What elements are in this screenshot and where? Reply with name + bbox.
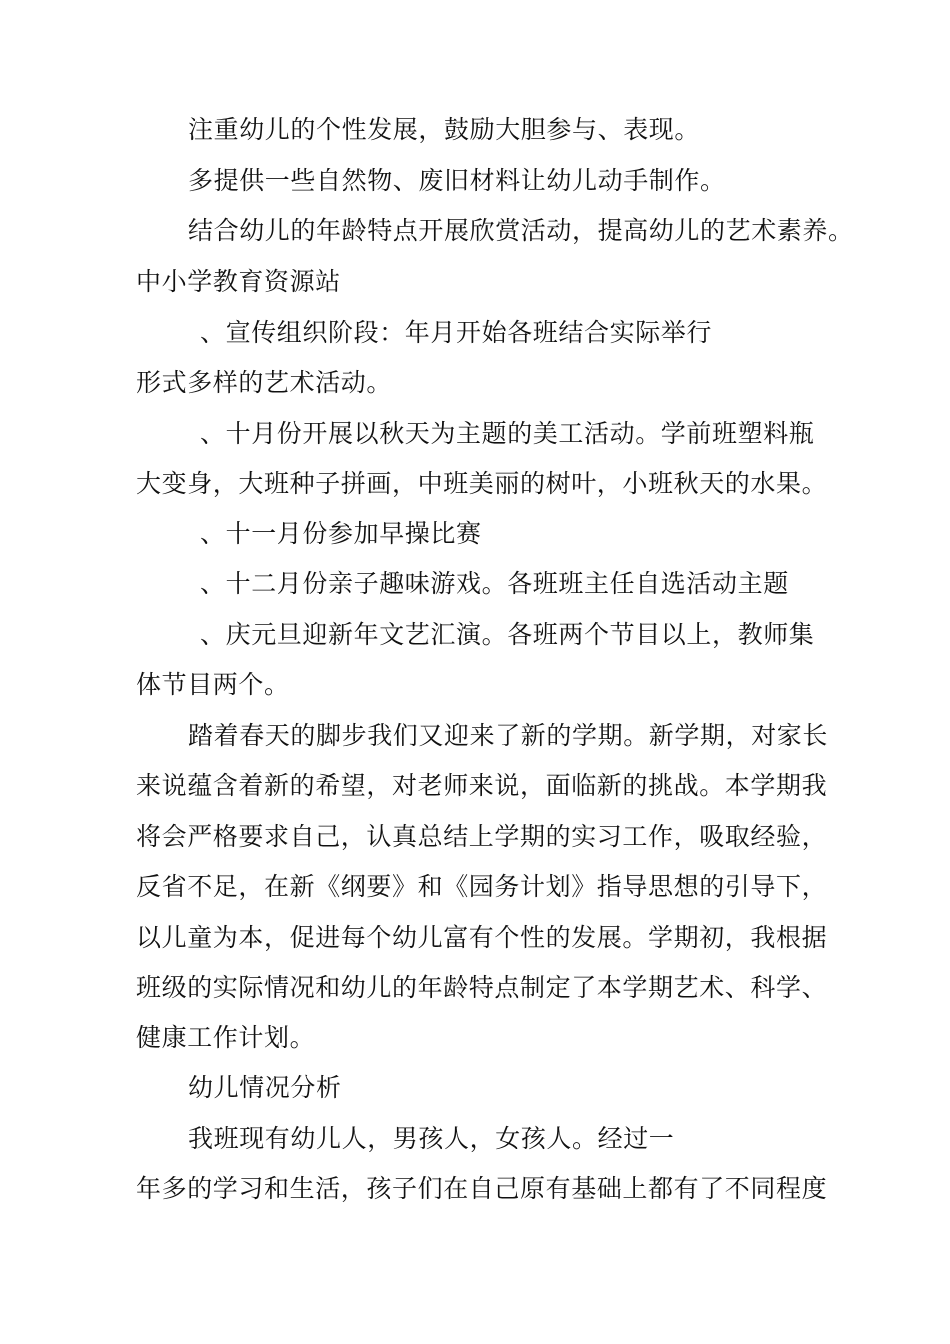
text-line: 大变身，大班种子拼画，中班美丽的树叶，小班秋天的水果。 xyxy=(136,469,828,498)
text-line: 反省不足，在新《纲要》和《园务计划》指导思想的引导下， xyxy=(136,872,828,901)
text-line: 中小学教育资源站 xyxy=(136,267,341,296)
text-line: 来说蕴含着新的希望，对老师来说，面临新的挑战。本学期我 xyxy=(136,771,828,800)
text-line: 以儿童为本，促进每个幼儿富有个性的发展。学期初，我根据 xyxy=(136,923,828,952)
text-line: 体节目两个。 xyxy=(136,670,290,699)
list-item-line: 、宣传组织阶段：年月开始各班结合实际举行 xyxy=(200,318,713,347)
text-line: 多提供一些自然物、废旧材料让幼儿动手制作。 xyxy=(188,166,726,195)
text-line: 形式多样的艺术活动。 xyxy=(136,368,393,397)
list-item-line: 、十二月份亲子趣味游戏。各班班主任自选活动主题 xyxy=(200,569,789,598)
text-line: 年多的学习和生活，孩子们在自己原有基础上都有了不同程度 xyxy=(136,1174,828,1203)
list-item-line: 、十月份开展以秋天为主题的美工活动。学前班塑料瓶 xyxy=(200,419,815,448)
list-item-line: 、十一月份参加早操比赛 xyxy=(200,519,482,548)
section-heading: 幼儿情况分析 xyxy=(188,1073,342,1102)
text-line: 注重幼儿的个性发展，鼓励大胆参与、表现。 xyxy=(188,115,701,144)
text-line: 健康工作计划。 xyxy=(136,1023,316,1052)
text-line: 踏着春天的脚步我们又迎来了新的学期。新学期，对家长 xyxy=(188,721,829,750)
text-line: 我班现有幼儿人，男孩人，女孩人。经过一 xyxy=(188,1124,675,1153)
text-line: 结合幼儿的年龄特点开展欣赏活动，提高幼儿的艺术素养。 xyxy=(188,216,854,245)
text-line: 班级的实际情况和幼儿的年龄特点制定了本学期艺术、科学、 xyxy=(136,973,828,1002)
text-line: 将会严格要求自己，认真总结上学期的实习工作，吸取经验， xyxy=(136,822,828,851)
list-item-line: 、庆元旦迎新年文艺汇演。各班两个节目以上，教师集 xyxy=(200,620,815,649)
